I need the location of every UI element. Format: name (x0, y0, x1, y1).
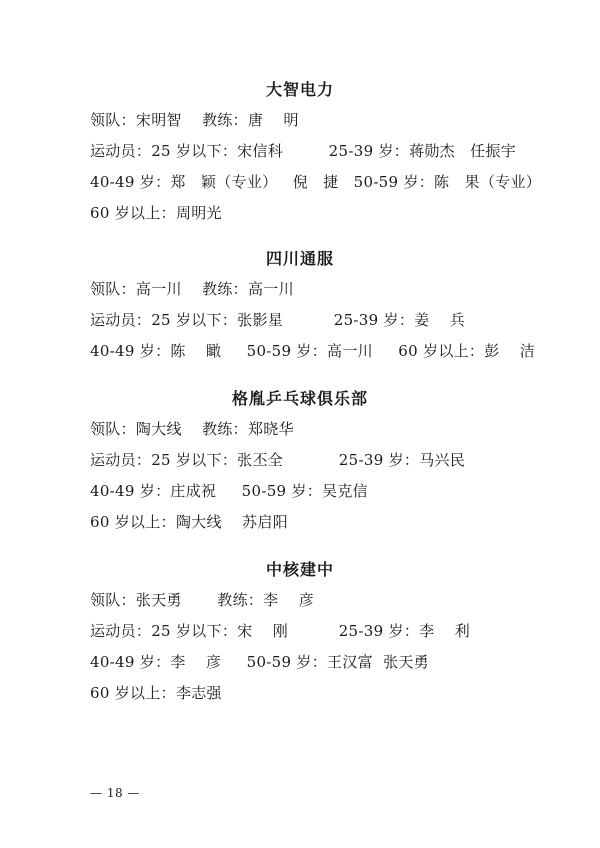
team-block-geyin (0, 384, 600, 538)
team-block-zhonghe (0, 555, 600, 709)
athletes-line: 运动员：25 岁以下：宋 刚 25-39 岁：李 利 (90, 622, 470, 640)
athletes-line: 40-49 岁：陈 瞰 50-59 岁：高一川 60 岁以上：彭 洁 (90, 342, 536, 360)
athletes-line: 运动员：25 岁以下：张丕全 25-39 岁：马兴民 (90, 451, 466, 469)
leader-coach-line: 领队：高一川 教练：高一川 (90, 280, 294, 298)
athletes-line: 60 岁以上：陶大线 苏启阳 (90, 513, 289, 531)
team-title: 格胤乒乓球俱乐部 (231, 389, 368, 408)
team-title: 四川通服 (265, 249, 334, 268)
athletes-line: 60 岁以上：李志强 (90, 684, 222, 702)
team-title: 中核建中 (265, 560, 334, 579)
team-block-sichuan (0, 244, 600, 367)
team-block-dazhi (0, 75, 600, 229)
athletes-line: 运动员：25 岁以下：宋信科 25-39 岁：蒋勋杰 任振宇 (90, 142, 517, 160)
page-number: — 18 — (90, 786, 140, 800)
athletes-line: 40-49 岁：郑 颖（专业） 倪 捷 50-59 岁：陈 果（专业） (90, 173, 542, 191)
athletes-line: 40-49 岁：庄成祝 50-59 岁：吴克信 (90, 482, 368, 500)
athletes-line: 60 岁以上：周明光 (90, 204, 222, 222)
leader-coach-line: 领队：张天勇 教练：李 彦 (90, 591, 315, 609)
athletes-line: 40-49 岁：李 彦 50-59 岁：王汉富 张天勇 (90, 653, 429, 671)
athletes-line: 运动员：25 岁以下：张影星 25-39 岁：姜 兵 (90, 311, 466, 329)
leader-coach-line: 领队：宋明智 教练：唐 明 (90, 111, 299, 129)
team-title: 大智电力 (265, 80, 334, 99)
leader-coach-line: 领队：陶大线 教练：郑晓华 (90, 420, 294, 438)
